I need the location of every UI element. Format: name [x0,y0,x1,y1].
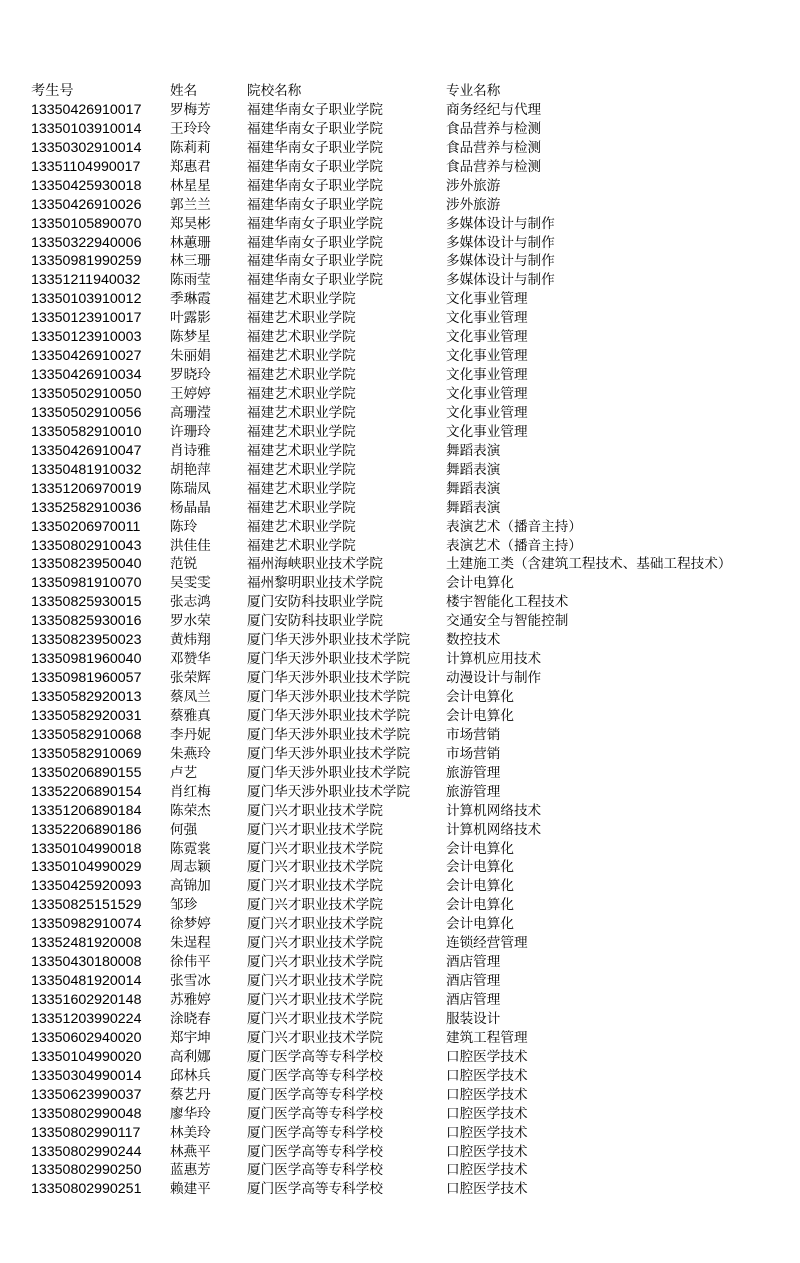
cell-name: 罗梅芳 [170,101,211,118]
cell-school: 厦门兴才职业技术学院 [247,935,383,952]
cell-school: 厦门医学高等专科学校 [247,1162,383,1179]
table-row [0,650,800,669]
table-row [0,574,800,593]
table-row [0,593,800,612]
cell-major: 会计电算化 [446,878,514,895]
cell-name: 张荣辉 [170,670,211,687]
cell-major: 酒店管理 [446,973,501,990]
table-row [0,309,800,328]
cell-school: 厦门华天涉外职业技术学院 [247,651,411,668]
table-row [0,1086,800,1105]
cell-id: 13350104990020 [31,1048,142,1065]
cell-school: 厦门华天涉外职业技术学院 [247,670,411,687]
cell-name: 苏雅婷 [170,992,211,1008]
table-row [0,215,800,234]
cell-name: 季琳霞 [170,291,211,308]
cell-id: 13350103910012 [31,291,142,308]
cell-school: 厦门华天涉外职业技术学院 [247,632,411,649]
cell-major: 数控技术 [446,632,501,649]
table-row [0,821,800,840]
table-row [0,877,800,896]
cell-major: 会计电算化 [446,840,514,857]
cell-school: 厦门医学高等专科学校 [247,1086,383,1103]
cell-name: 林蕙珊 [170,234,211,251]
table-row [0,707,800,726]
table-row [0,1010,800,1029]
cell-name: 林燕平 [170,1143,211,1160]
cell-name: 邓赞华 [170,651,211,668]
cell-id: 13352206890186 [31,821,142,838]
cell-major: 楼宇智能化工程技术 [446,594,569,611]
table-row [0,631,800,650]
cell-id: 13350825930015 [31,594,142,611]
cell-major: 酒店管理 [446,992,501,1008]
cell-name: 张志鸿 [170,594,211,611]
cell-name: 李丹妮 [170,726,211,743]
cell-name: 陈玲 [170,518,198,535]
cell-major: 计算机应用技术 [446,651,542,668]
cell-id: 13350582910068 [31,726,142,743]
table-row [0,347,800,366]
cell-id: 13350825930016 [31,613,142,630]
cell-id: 13350104990029 [31,859,142,876]
cell-school: 福建艺术职业学院 [247,291,356,308]
cell-major: 口腔医学技术 [446,1086,528,1103]
cell-id: 13350802990117 [31,1124,141,1141]
cell-school: 福建艺术职业学院 [247,423,356,440]
cell-major: 计算机网络技术 [446,802,542,819]
cell-name: 郑宇坤 [170,1029,211,1046]
cell-name: 蔡艺丹 [170,1086,211,1103]
cell-school: 厦门兴才职业技术学院 [247,802,383,819]
cell-name: 陈莉莉 [170,139,211,156]
cell-school: 厦门医学高等专科学校 [247,1105,383,1122]
cell-school: 福建艺术职业学院 [247,461,356,478]
table-row [0,1180,800,1199]
cell-major: 口腔医学技术 [446,1067,528,1084]
cell-id: 13352481920008 [31,935,142,952]
cell-id: 13350802990048 [31,1105,142,1122]
table-row [0,158,800,177]
cell-school: 厦门兴才职业技术学院 [247,954,383,971]
cell-school: 厦门兴才职业技术学院 [247,859,383,876]
cell-school: 福建艺术职业学院 [247,310,356,327]
cell-school: 福建华南女子职业学院 [247,196,383,213]
header-id: 考生号 [31,83,74,99]
table-row [0,972,800,991]
cell-major: 会计电算化 [446,689,514,705]
cell-major: 文化事业管理 [446,386,528,402]
cell-id: 13350623990037 [31,1086,142,1103]
cell-major: 会计电算化 [446,859,514,876]
cell-id: 13350426910034 [31,367,142,384]
cell-major: 商务经纪与代理 [446,101,542,118]
cell-name: 高锦加 [170,878,211,895]
cell-school: 福建艺术职业学院 [247,367,356,384]
cell-major: 多媒体设计与制作 [446,272,555,289]
cell-school: 厦门兴才职业技术学院 [247,840,383,857]
cell-school: 福建华南女子职业学院 [247,139,383,156]
cell-name: 邱林兵 [170,1067,211,1084]
table-row [0,991,800,1010]
cell-major: 旅游管理 [446,783,501,800]
cell-id: 13351602920148 [31,992,142,1008]
cell-id: 13351104990017 [31,158,141,175]
cell-id: 13350802990250 [31,1162,142,1179]
cell-id: 13350981960040 [31,651,142,668]
cell-id: 13352206890154 [31,783,142,800]
cell-school: 厦门医学高等专科学校 [247,1181,383,1198]
cell-id: 13350502910050 [31,386,142,402]
cell-school: 厦门兴才职业技术学院 [247,1029,383,1046]
table-row [0,385,800,404]
table-row [0,1067,800,1086]
table-row [0,252,800,271]
cell-name: 涂晓春 [170,1010,211,1027]
table-row [0,953,800,972]
cell-id: 13351203990224 [31,1010,142,1027]
table-row [0,480,800,499]
table-row [0,1161,800,1180]
cell-major: 动漫设计与制作 [446,670,542,687]
cell-school: 厦门医学高等专科学校 [247,1067,383,1084]
cell-school: 厦门华天涉外职业技术学院 [247,745,411,762]
cell-id: 13350481910032 [31,461,142,478]
cell-major: 酒店管理 [446,954,501,971]
cell-major: 多媒体设计与制作 [446,234,555,251]
cell-id: 13350105890070 [31,215,142,232]
cell-major: 口腔医学技术 [446,1181,528,1198]
cell-id: 13350981990259 [31,253,142,270]
cell-school: 厦门兴才职业技术学院 [247,821,383,838]
cell-school: 福建华南女子职业学院 [247,253,383,270]
table-row [0,896,800,915]
cell-name: 王玲玲 [170,120,211,137]
cell-major: 建筑工程管理 [446,1029,528,1046]
cell-major: 食品营养与检测 [446,120,542,137]
cell-school: 厦门华天涉外职业技术学院 [247,764,411,781]
cell-name: 朱燕玲 [170,745,211,762]
cell-id: 13350982910074 [31,916,142,933]
cell-name: 陈霓裳 [170,840,211,857]
cell-major: 文化事业管理 [446,348,528,365]
cell-name: 何强 [170,821,198,838]
cell-major: 舞蹈表演 [446,461,501,478]
cell-name: 吴雯雯 [170,575,211,592]
cell-id: 13351206970019 [31,480,142,497]
cell-name: 徐伟平 [170,954,211,971]
cell-school: 厦门兴才职业技术学院 [247,1010,383,1027]
cell-name: 肖红梅 [170,783,211,800]
cell-name: 蓝惠芳 [170,1162,211,1179]
cell-id: 13350322940006 [31,234,142,251]
cell-major: 舞蹈表演 [446,442,501,459]
cell-school: 福建艺术职业学院 [247,404,356,421]
cell-major: 表演艺术（播音主持） [446,537,582,554]
table-row [0,518,800,537]
header-row [0,82,800,101]
cell-name: 邹珍 [170,897,198,914]
cell-major: 文化事业管理 [446,329,528,346]
cell-name: 赖建平 [170,1181,211,1198]
cell-school: 福建艺术职业学院 [247,442,356,459]
cell-name: 周志颖 [170,859,211,876]
cell-major: 土建施工类（含建筑工程技术、基础工程技术） [446,556,732,573]
cell-id: 13350425930018 [31,177,142,194]
cell-school: 福建华南女子职业学院 [247,120,383,137]
cell-major: 食品营养与检测 [446,158,542,175]
cell-school: 福建华南女子职业学院 [247,272,383,289]
cell-school: 福建艺术职业学院 [247,348,356,365]
cell-major: 多媒体设计与制作 [446,215,555,232]
cell-id: 13350981910070 [31,575,142,592]
cell-id: 13350802990251 [31,1181,142,1198]
cell-school: 福建艺术职业学院 [247,499,356,516]
cell-major: 口腔医学技术 [446,1124,528,1141]
cell-major: 口腔医学技术 [446,1048,528,1065]
cell-id: 13351206890184 [31,802,142,819]
table-row [0,366,800,385]
cell-name: 高利娜 [170,1048,211,1065]
cell-school: 福建艺术职业学院 [247,518,356,535]
table-row [0,1029,800,1048]
cell-major: 会计电算化 [446,897,514,914]
cell-major: 旅游管理 [446,764,501,781]
cell-major: 涉外旅游 [446,196,501,213]
cell-school: 厦门医学高等专科学校 [247,1124,383,1141]
cell-id: 13350206970011 [31,518,141,535]
cell-id: 13350481920014 [31,973,142,990]
table-row [0,101,800,120]
cell-school: 厦门兴才职业技术学院 [247,992,383,1008]
table-row [0,1143,800,1162]
cell-major: 涉外旅游 [446,177,501,194]
table-row [0,858,800,877]
cell-id: 13350302910014 [31,139,142,156]
cell-school: 厦门华天涉外职业技术学院 [247,783,411,800]
header-major: 专业名称 [446,83,501,99]
cell-major: 表演艺术（播音主持） [446,518,582,535]
cell-id: 13350123910017 [31,310,142,327]
cell-major: 多媒体设计与制作 [446,253,555,270]
cell-school: 厦门华天涉外职业技术学院 [247,707,411,724]
cell-id: 13350981960057 [31,670,142,687]
table-row [0,669,800,688]
cell-name: 林三珊 [170,253,211,270]
cell-id: 13350426910027 [31,348,142,365]
table-row [0,196,800,215]
cell-major: 市场营销 [446,745,501,762]
table-row [0,688,800,707]
table-row [0,139,800,158]
cell-major: 会计电算化 [446,575,514,592]
cell-name: 林星星 [170,177,211,194]
cell-name: 胡艳萍 [170,461,211,478]
cell-id: 13350425920093 [31,878,142,895]
cell-school: 福建艺术职业学院 [247,480,356,497]
table-row [0,745,800,764]
cell-name: 陈雨莹 [170,272,211,289]
admission-list [0,82,800,1199]
cell-school: 福建艺术职业学院 [247,537,356,554]
cell-id: 13352582910036 [31,499,142,516]
cell-id: 13350802910043 [31,537,142,554]
cell-id: 13351211940032 [31,272,141,289]
cell-id: 13350582910069 [31,745,142,762]
table-row [0,271,800,290]
cell-major: 食品营养与检测 [446,139,542,156]
cell-name: 高珊滢 [170,404,211,421]
cell-id: 13350104990018 [31,840,142,857]
cell-school: 福建华南女子职业学院 [247,215,383,232]
cell-major: 口腔医学技术 [446,1162,528,1179]
cell-school: 福建华南女子职业学院 [247,234,383,251]
table-row [0,555,800,574]
cell-id: 13350582920031 [31,707,142,724]
cell-name: 罗水荣 [170,613,211,630]
table-row [0,783,800,802]
cell-name: 张雪冰 [170,973,211,990]
table-row [0,120,800,139]
cell-id: 13350502910056 [31,404,142,421]
cell-id: 13350602940020 [31,1029,142,1046]
cell-school: 福建华南女子职业学院 [247,158,383,175]
table-row [0,177,800,196]
cell-school: 厦门华天涉外职业技术学院 [247,689,411,705]
cell-name: 蔡凤兰 [170,689,211,705]
cell-id: 13350430180008 [31,954,142,971]
cell-id: 13350426910026 [31,196,142,213]
table-row [0,404,800,423]
table-row [0,461,800,480]
cell-name: 廖华玲 [170,1105,211,1122]
cell-name: 许珊玲 [170,423,211,440]
cell-name: 范锐 [170,556,198,573]
cell-name: 黄炜翔 [170,632,211,649]
table-row [0,934,800,953]
cell-school: 厦门兴才职业技术学院 [247,916,383,933]
cell-name: 罗晓玲 [170,367,211,384]
cell-id: 13350802990244 [31,1143,142,1160]
cell-major: 文化事业管理 [446,423,528,440]
cell-school: 厦门医学高等专科学校 [247,1143,383,1160]
cell-school: 福建艺术职业学院 [247,386,356,402]
cell-major: 服装设计 [446,1010,501,1027]
cell-school: 厦门华天涉外职业技术学院 [247,726,411,743]
table-row [0,840,800,859]
cell-name: 徐梦婷 [170,916,211,933]
cell-major: 文化事业管理 [446,291,528,308]
cell-id: 13350582910010 [31,423,142,440]
cell-name: 朱丽娟 [170,348,211,365]
cell-name: 杨晶晶 [170,499,211,516]
cell-major: 文化事业管理 [446,367,528,384]
table-row [0,423,800,442]
cell-id: 13350304990014 [31,1067,142,1084]
table-row [0,726,800,745]
cell-school: 厦门安防科技职业学院 [247,613,383,630]
header-school: 院校名称 [247,83,302,99]
cell-name: 林美玲 [170,1124,211,1141]
cell-name: 郑惠君 [170,158,211,175]
cell-school: 厦门医学高等专科学校 [247,1048,383,1065]
cell-major: 文化事业管理 [446,404,528,421]
table-row [0,442,800,461]
table-row [0,612,800,631]
cell-school: 福建艺术职业学院 [247,329,356,346]
cell-id: 13350823950023 [31,632,142,649]
cell-name: 蔡雅真 [170,707,211,724]
table-row [0,802,800,821]
cell-school: 厦门兴才职业技术学院 [247,897,383,914]
cell-school: 厦门安防科技职业学院 [247,594,383,611]
table-row [0,328,800,347]
table-row [0,537,800,556]
cell-school: 福州黎明职业技术学院 [247,575,383,592]
cell-id: 13350582920013 [31,689,142,705]
cell-major: 交通安全与智能控制 [446,613,569,630]
cell-name: 肖诗雅 [170,442,211,459]
cell-major: 连锁经营管理 [446,935,528,952]
cell-major: 口腔医学技术 [446,1143,528,1160]
table-row [0,1105,800,1124]
cell-id: 13350426910047 [31,442,142,459]
cell-school: 福州海峡职业技术学院 [247,556,383,573]
cell-name: 陈梦星 [170,329,211,346]
table-row [0,1048,800,1067]
cell-name: 郑昊彬 [170,215,211,232]
cell-school: 厦门兴才职业技术学院 [247,878,383,895]
header-name: 姓名 [170,83,198,99]
table-row [0,290,800,309]
cell-school: 福建华南女子职业学院 [247,177,383,194]
cell-name: 洪佳佳 [170,537,211,554]
cell-name: 卢艺 [170,764,198,781]
cell-major: 会计电算化 [446,916,514,933]
cell-name: 郭兰兰 [170,196,211,213]
cell-major: 舞蹈表演 [446,480,501,497]
cell-major: 会计电算化 [446,707,514,724]
cell-id: 13350823950040 [31,556,142,573]
cell-school: 厦门兴才职业技术学院 [247,973,383,990]
cell-id: 13350123910003 [31,329,142,346]
cell-major: 文化事业管理 [446,310,528,327]
table-row [0,1124,800,1143]
cell-id: 13350103910014 [31,120,142,137]
cell-name: 叶露影 [170,310,211,327]
cell-name: 陈瑞凤 [170,480,211,497]
cell-major: 计算机网络技术 [446,821,542,838]
cell-school: 福建华南女子职业学院 [247,101,383,118]
cell-id: 13350426910017 [31,101,142,118]
table-row [0,499,800,518]
cell-major: 口腔医学技术 [446,1105,528,1122]
table-row [0,234,800,253]
cell-id: 13350206890155 [31,764,142,781]
table-row [0,764,800,783]
cell-major: 舞蹈表演 [446,499,501,516]
cell-id: 13350825151529 [31,897,142,914]
table-row [0,915,800,934]
cell-name: 王婷婷 [170,386,211,402]
cell-name: 朱逞程 [170,935,211,952]
cell-major: 市场营销 [446,726,501,743]
cell-name: 陈荣杰 [170,802,211,819]
table-body [0,101,800,1199]
